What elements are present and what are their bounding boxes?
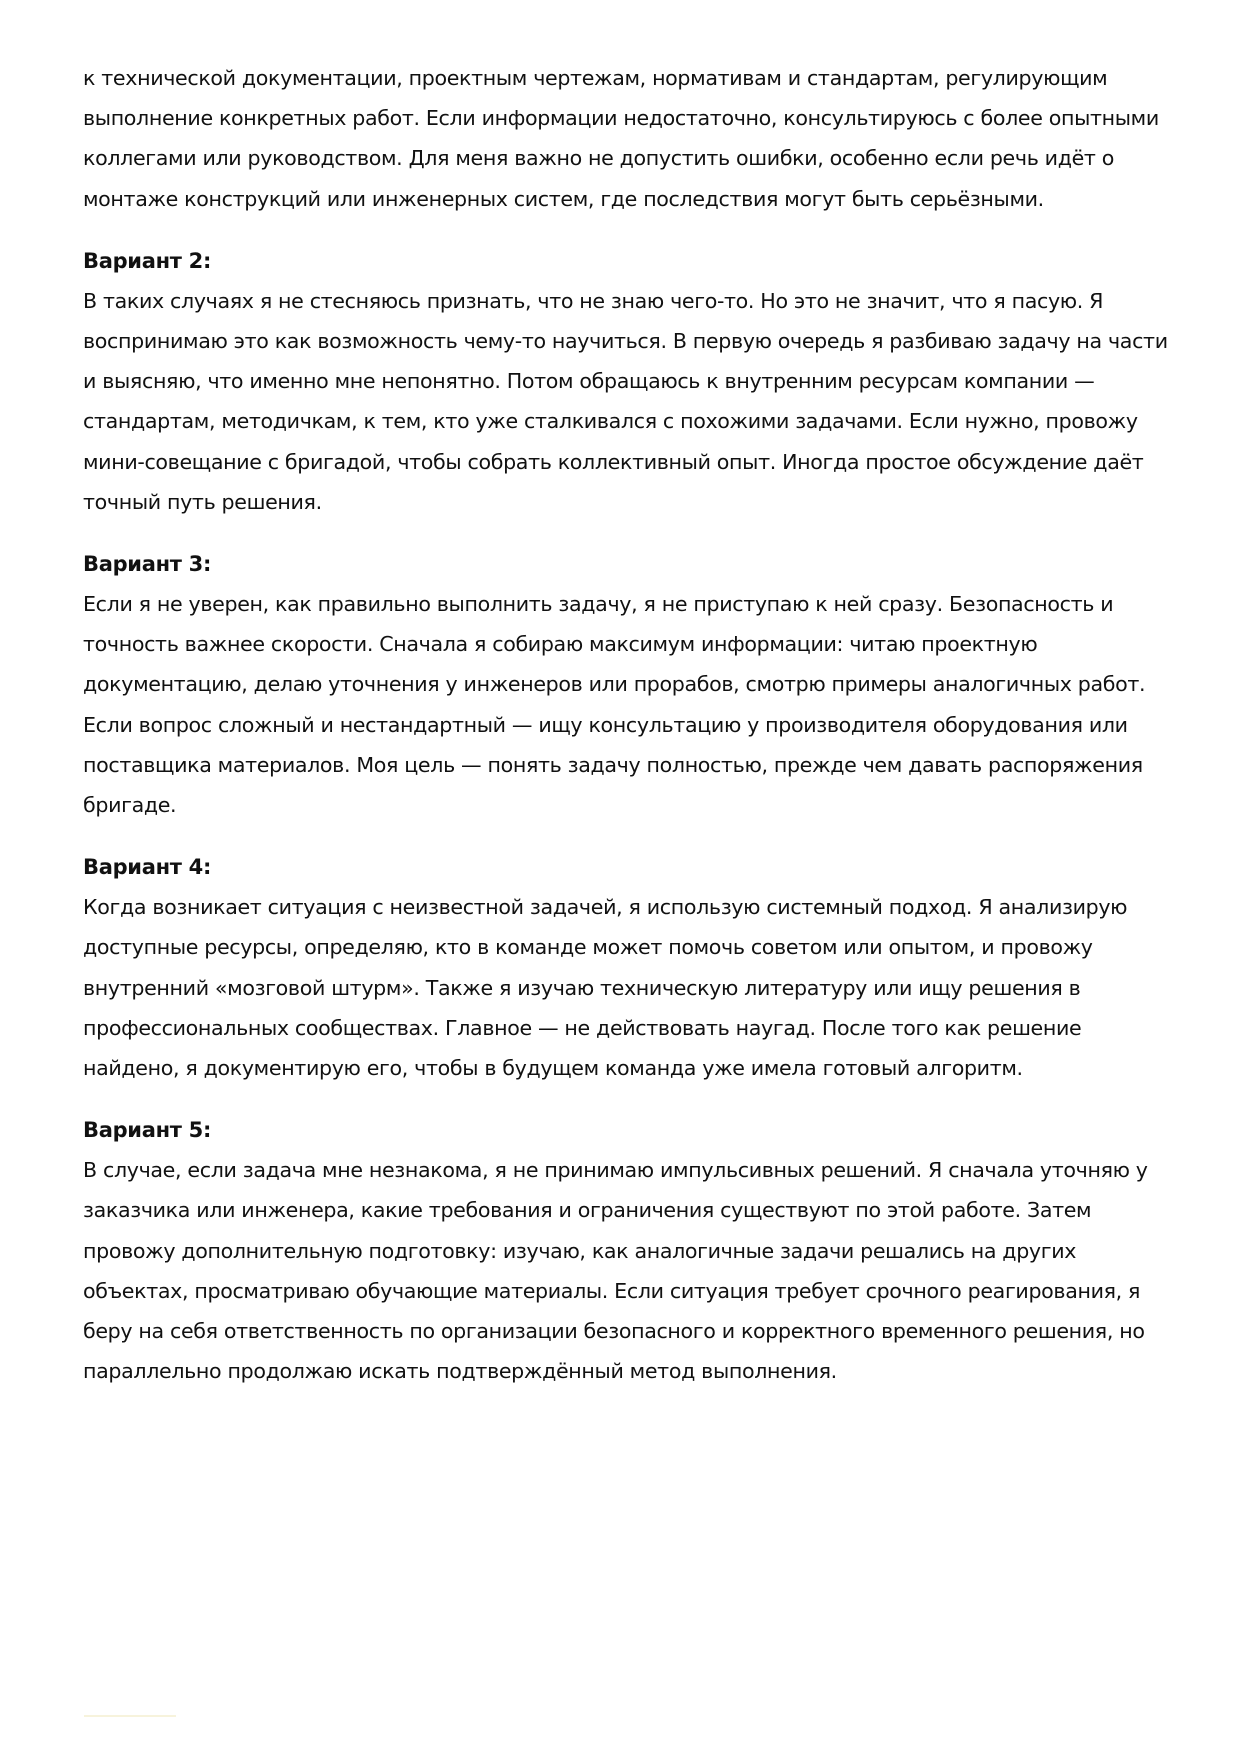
variant-5-text: В случае, если задача мне незнакома, я не принимаю импульсивных решений. Я сначала уточняю у заказчика или инженера, какие требования и ограничения существуют по этой работе. Затем провожу дополнительную подготовку: изучаю, как аналогичные задачи решались на других объектах, просматриваю обучающие материалы. Если ситуация требует срочного реагирования, я беру на себя ответственность по организации безопасного и корректного временного решения, но параллельно продолжаю искать подтверждённый метод выполнения.	[83, 1158, 1148, 1384]
variant-3-heading: Вариант 3:	[83, 552, 212, 577]
variant-5-heading: Вариант 5:	[83, 1118, 212, 1143]
variant-4-section	[83, 847, 1173, 1088]
variant-3-section	[83, 544, 1173, 825]
variant-3-text: Если я не уверен, как правильно выполнить задачу, я не приступаю к ней сразу. Безопасность и точность важнее скорости. Сначала я собираю максимум информации: читаю проектную документацию, делаю уточнения у инженеров или прорабов, смотрю примеры аналогичных работ. Если вопрос сложный и нестандартный — ищу консультацию у производителя оборудования или поставщика материалов. Моя цель — понять задачу полностью, прежде чем давать распоряжения бригаде.	[83, 592, 1146, 818]
variant-2-heading: Вариант 2:	[83, 248, 212, 273]
intro-paragraph: к технической документации, проектным чертежам, нормативам и стандартам, регулирующим выполнение конкретных работ. Если информации недостаточно, консультируюсь с более опытными коллегами или руководством. Для меня важно не допустить ошибки, особенно если речь идёт о монтаже конструкций или инженерных систем, где последствия могут быть серьёзными.	[83, 66, 1159, 211]
variant-5-section	[83, 1110, 1173, 1391]
variant-2-text: В таких случаях я не стесняюсь признать, что не знаю чего-то. Но это не значит, что я пасую. Я воспринимаю это как возможность чему-то научиться. В первую очередь я разбиваю задачу на части и выясняю, что именно мне непонятно. Потом обращаюсь к внутренним ресурсам компании — стандартам, методичкам, к тем, кто уже сталкивался с похожими задачами. Если нужно, провожу мини-совещание с бригадой, чтобы собрать коллективный опыт. Иногда простое обсуждение даёт точный путь решения.	[83, 288, 1168, 514]
variant-4-heading: Вариант 4:	[83, 855, 212, 880]
document-page	[83, 58, 1173, 1391]
variant-2-section	[83, 241, 1173, 522]
variant-4-text: Когда возникает ситуация с неизвестной задачей, я использую системный подход. Я анализирую доступные ресурсы, определяю, кто в команде может помочь советом или опытом, и провожу внутренний «мозговой штурм». Также я изучаю техническую литературу или ищу решения в профессиональных сообществах. Главное — не действовать наугад. После того как решение найдено, я документирую его, чтобы в будущем команда уже имела готовый алгоритм.	[83, 895, 1128, 1081]
footer-divider	[84, 1715, 176, 1717]
